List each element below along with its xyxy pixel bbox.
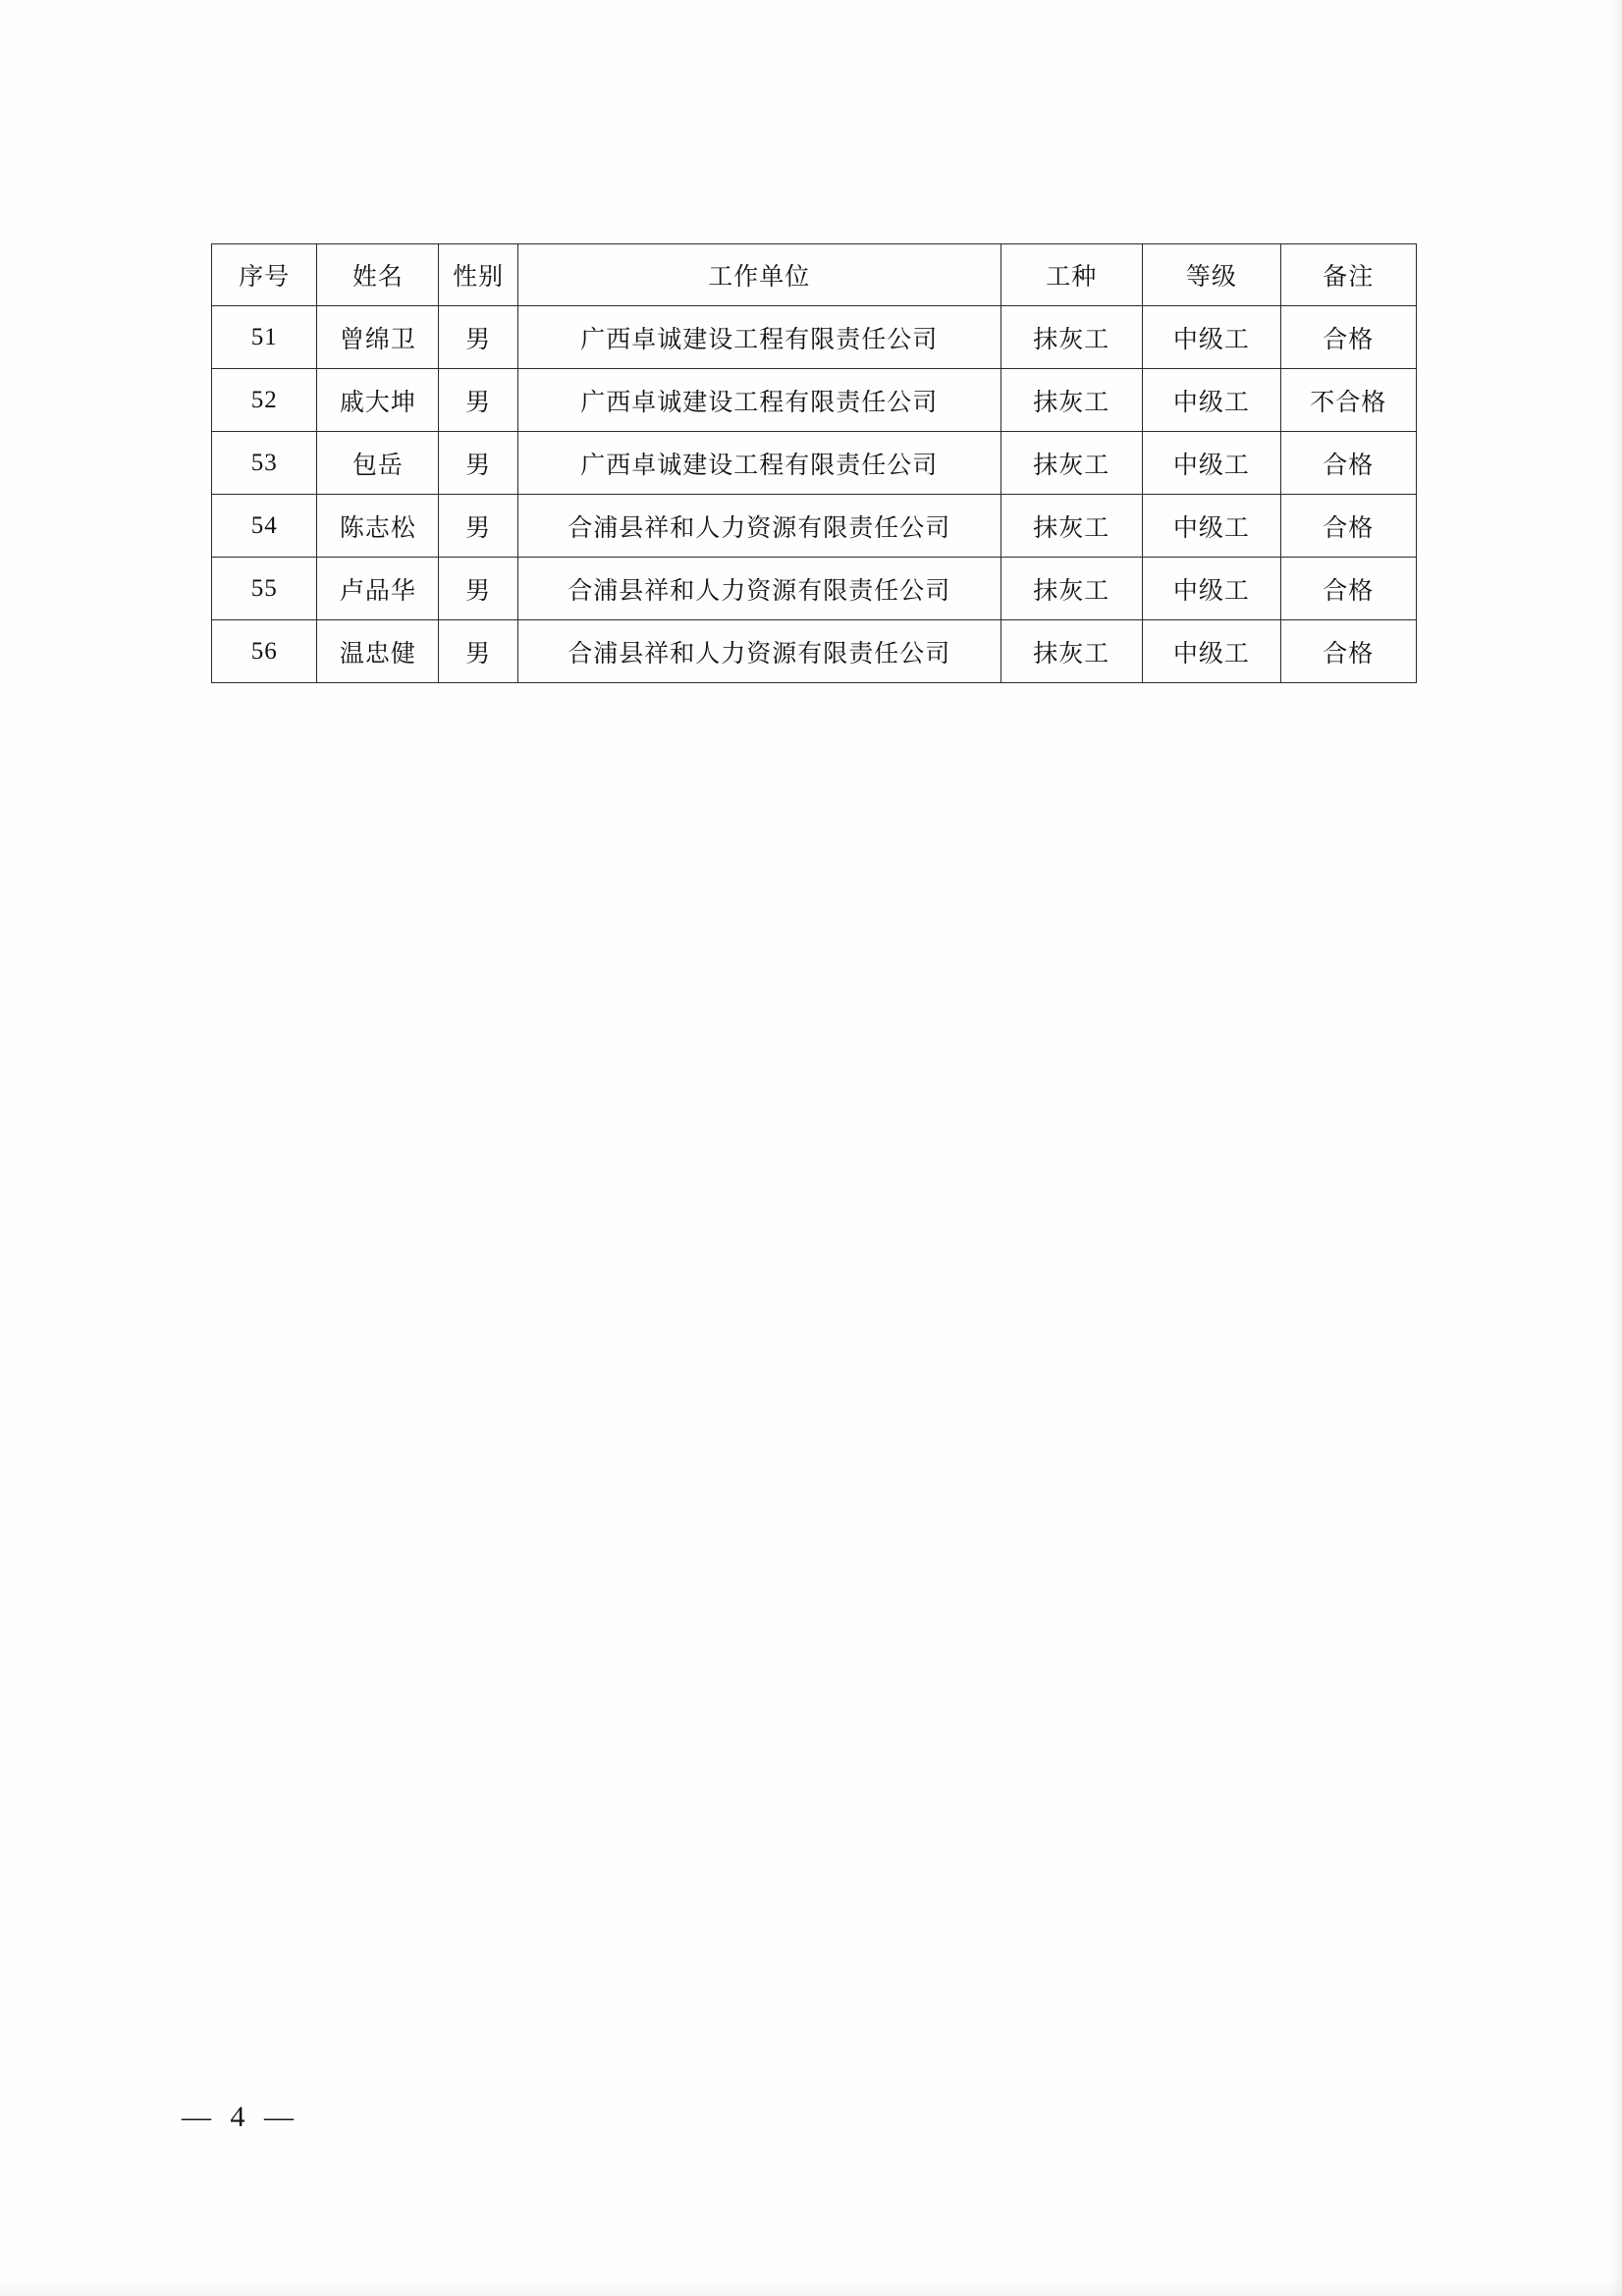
- table-row: [212, 495, 1417, 558]
- cell-seq: 56: [212, 620, 317, 683]
- cell-remark: 合格: [1280, 495, 1416, 558]
- cell-gender: 男: [439, 306, 518, 369]
- cell-trade: 抹灰工: [1000, 558, 1143, 620]
- cell-trade: 抹灰工: [1000, 306, 1143, 369]
- cell-name: 包岳: [317, 432, 439, 495]
- cell-level: 中级工: [1143, 620, 1280, 683]
- table-row: [212, 306, 1417, 369]
- scan-edge-shadow-right: [1608, 0, 1622, 2296]
- table-header-row-group: [212, 244, 1417, 306]
- cell-gender: 男: [439, 620, 518, 683]
- cell-remark: 不合格: [1280, 369, 1416, 432]
- cell-work-unit: 合浦县祥和人力资源有限责任公司: [517, 558, 1000, 620]
- cell-work-unit: 合浦县祥和人力资源有限责任公司: [517, 495, 1000, 558]
- cell-work-unit: 广西卓诚建设工程有限责任公司: [517, 369, 1000, 432]
- cell-remark: 合格: [1280, 432, 1416, 495]
- cell-name: 曾绵卫: [317, 306, 439, 369]
- cell-gender: 男: [439, 432, 518, 495]
- cell-gender: 男: [439, 495, 518, 558]
- cell-name: 温忠健: [317, 620, 439, 683]
- cell-seq: 52: [212, 369, 317, 432]
- cell-trade: 抹灰工: [1000, 432, 1143, 495]
- cell-work-unit: 合浦县祥和人力资源有限责任公司: [517, 620, 1000, 683]
- table-row: [212, 558, 1417, 620]
- column-header-trade: 工种: [1000, 244, 1143, 306]
- cell-gender: 男: [439, 558, 518, 620]
- roster-table-container: [211, 243, 1417, 683]
- cell-level: 中级工: [1143, 558, 1280, 620]
- column-header-work-unit: 工作单位: [517, 244, 1000, 306]
- table-row: [212, 369, 1417, 432]
- cell-trade: 抹灰工: [1000, 495, 1143, 558]
- cell-level: 中级工: [1143, 432, 1280, 495]
- cell-remark: 合格: [1280, 306, 1416, 369]
- table-header-row: [212, 244, 1417, 306]
- cell-seq: 55: [212, 558, 317, 620]
- table-body: [212, 306, 1417, 683]
- cell-remark: 合格: [1280, 558, 1416, 620]
- cell-name: 陈志松: [317, 495, 439, 558]
- table-row: [212, 432, 1417, 495]
- cell-name: 卢品华: [317, 558, 439, 620]
- cell-trade: 抹灰工: [1000, 620, 1143, 683]
- cell-level: 中级工: [1143, 495, 1280, 558]
- scan-edge-shadow-bottom: [0, 2278, 1622, 2296]
- column-header-seq: 序号: [212, 244, 317, 306]
- column-header-name: 姓名: [317, 244, 439, 306]
- column-header-remark: 备注: [1280, 244, 1416, 306]
- cell-seq: 54: [212, 495, 317, 558]
- table-row: [212, 620, 1417, 683]
- cell-work-unit: 广西卓诚建设工程有限责任公司: [517, 432, 1000, 495]
- page-number: — 4 —: [182, 2101, 299, 2133]
- cell-level: 中级工: [1143, 306, 1280, 369]
- cell-seq: 53: [212, 432, 317, 495]
- cell-gender: 男: [439, 369, 518, 432]
- cell-seq: 51: [212, 306, 317, 369]
- cell-level: 中级工: [1143, 369, 1280, 432]
- cell-trade: 抹灰工: [1000, 369, 1143, 432]
- roster-table: [211, 243, 1417, 683]
- column-header-level: 等级: [1143, 244, 1280, 306]
- cell-work-unit: 广西卓诚建设工程有限责任公司: [517, 306, 1000, 369]
- cell-name: 戚大坤: [317, 369, 439, 432]
- column-header-gender: 性别: [439, 244, 518, 306]
- cell-remark: 合格: [1280, 620, 1416, 683]
